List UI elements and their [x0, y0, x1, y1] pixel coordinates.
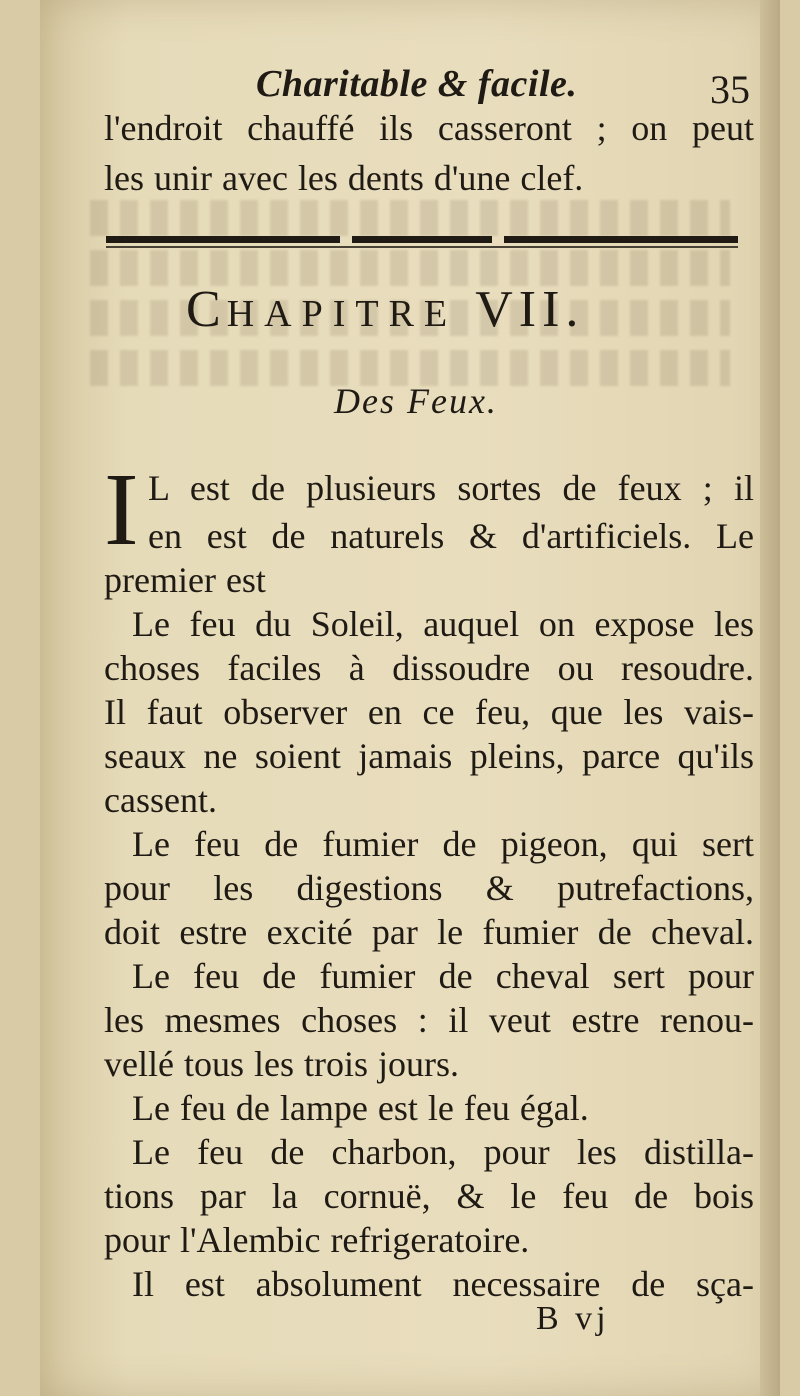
- text-line: choses faciles à dissoudre ou resoudre.: [104, 648, 754, 688]
- chapter-heading: [186, 280, 666, 340]
- chapter-word: HAPITRE: [226, 293, 458, 335]
- drop-cap: I: [104, 452, 139, 567]
- section-title: Des Feux.: [334, 381, 498, 421]
- text-line: Le feu du Soleil, auquel on expose les: [132, 604, 754, 644]
- chapter-initial: C: [186, 281, 227, 338]
- text-line: cassent.: [104, 780, 217, 820]
- running-title: Charitable & facile.: [256, 63, 578, 105]
- text-line: les unir avec les dents d'une clef.: [104, 158, 584, 198]
- text-line: pour les digestions & putrefactions,: [104, 868, 754, 908]
- text-line: vellé tous les trois jours.: [104, 1044, 459, 1084]
- text-line: les mesmes choses : il veut estre renou-: [104, 1000, 754, 1040]
- text-line: Il est absolument necessaire de sça-: [132, 1264, 754, 1304]
- text-line: seaux ne soient jamais pleins, parce qu'ils: [104, 736, 754, 776]
- text-line: Le feu de fumier de pigeon, qui sert: [132, 824, 754, 864]
- text-line: Le feu de fumier de cheval sert pour: [132, 956, 754, 996]
- page-edge-shadow: [760, 0, 780, 1396]
- ornamental-rule: [106, 236, 738, 250]
- text-line: en est de naturels & d'artificiels. Le: [148, 516, 754, 556]
- text-line: premier est: [104, 560, 266, 600]
- catchword: B vj: [536, 1300, 610, 1337]
- text-line: doit estre excité par le fumier de cheval.: [104, 912, 754, 952]
- text-line: Le feu de charbon, pour les distilla-: [132, 1132, 754, 1172]
- text-line: Le feu de lampe est le feu égal.: [132, 1088, 589, 1128]
- text-line: pour l'Alembic refrigeratoire.: [104, 1220, 530, 1260]
- chapter-numeral: VII.: [475, 281, 585, 338]
- page-number: 35: [710, 67, 750, 112]
- text-line: Il faut observer en ce feu, que les vais-: [104, 692, 754, 732]
- text-line: L est de plusieurs sortes de feux ; il: [148, 468, 754, 508]
- text-line: l'endroit chauffé ils casseront ; on peut: [104, 108, 754, 148]
- text-line: tions par la cornuë, & le feu de bois: [104, 1176, 754, 1216]
